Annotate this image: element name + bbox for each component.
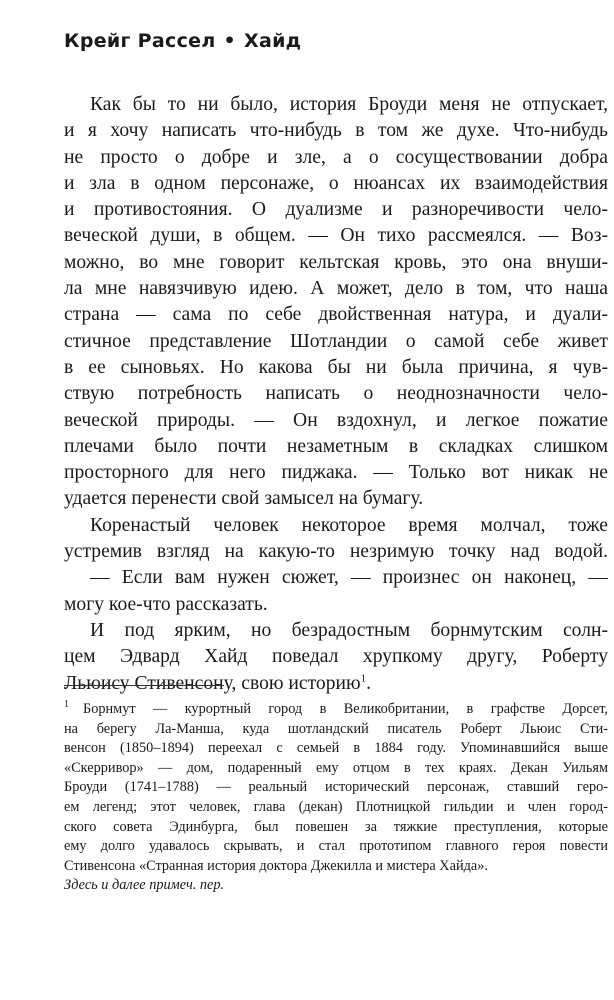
text-line: и противостояния. О дуализме и разноречивости чело-: [64, 199, 608, 221]
running-head-author: Крейг Рассел: [64, 30, 216, 52]
text-line: страна — сама по себе двойственная натура, и дуали-: [64, 304, 608, 326]
final-period: .: [366, 672, 372, 694]
footnote-line: ского совета Эдинбурга, был повешен за тяжкие преступления, которые: [64, 818, 608, 835]
footnote-line: «Скерривор» — дом, подаренный ему отцом в тех краях. Декан Уильям: [64, 759, 608, 776]
text-line: Как бы то ни было, история Броуди меня не отпускает,: [90, 94, 608, 115]
text-line-with-footnote-ref: [64, 671, 608, 697]
footnote-translator-note: Здесь и далее примеч. пер.: [64, 877, 225, 894]
text-line: плечами было почти незаметным в складках слишком: [64, 435, 608, 457]
footnote-line: ему долго удавалось скрывать, и стал прототипом главного героя повести: [64, 838, 608, 855]
text-line: не просто о добре и зле, а о сосуществовании добра: [64, 146, 608, 168]
text-line: веческой природы. — Он вздохнул, и легкое пожатие: [64, 409, 608, 431]
text-line: — Если вам нужен сюжет, — произнес он наконец, —: [90, 567, 608, 589]
text-line: ствую потребность написать о неоднозначности чело-: [64, 383, 608, 405]
footnote-line-text: Борнмут — курортный город в Великобритании, в графстве Дорсет,: [83, 701, 608, 717]
footnote-line: 1 Борнмут — курортный город в Великобритании, в графстве Дорсет,: [64, 699, 608, 717]
footnote: [64, 700, 608, 896]
footnote-line: Стивенсона «Странная история доктора Джекилла и мистера Хайда».: [64, 857, 488, 874]
footnote-reference[interactable]: 1: [360, 672, 367, 684]
text-line: удается перенести свой замысел на бумагу.: [64, 488, 424, 510]
text-line: стичное представление Шотландии о самой себе живет: [64, 330, 608, 352]
text-line: Коренастый человек некоторое время молчал, тоже: [90, 514, 608, 536]
text-line: и зла в одном персонаже, о нюансах их взаимодействия: [64, 172, 608, 194]
running-head: [64, 30, 301, 52]
text-line: в ее сыновьях. Но какова бы ни была причина, я чув-: [64, 356, 608, 378]
footnote-line: ем легенд; этот человек, глава (декан) Плотницкой гильдии и член город-: [64, 798, 608, 815]
main-text: [64, 92, 608, 697]
text-line: веческой души, в общем. — Он тихо рассмеялся. — Воз-: [64, 225, 608, 247]
footnote-line: венсон (1850–1894) переехал с семьей в 1884 году. Упоминавшийся выше: [64, 740, 608, 757]
footnote-line: на берегу Ла-Манша, куда шотландский писатель Роберт Льюис Сти-: [64, 720, 608, 737]
text-line: И под ярким, но безрадостным борнмутским солн-: [90, 619, 608, 641]
text-line: просторного для него пиджака. — Только вот никак не: [64, 462, 608, 484]
text-line: ла мне навязчивую идею. А может, дело в том, что наша: [64, 278, 608, 300]
text-line: могу кое-что рассказать.: [64, 593, 268, 615]
footnote-line: Броуди (1741–1788) — реальный исторический персонаж, ставший геро-: [64, 779, 608, 796]
text-line: можно, во мне говорит кельтская кровь, это она внуши-: [64, 251, 608, 273]
running-head-separator: •: [223, 30, 236, 52]
text-line: цем Эдвард Хайд поведал хрупкому другу, Роберту: [64, 646, 608, 668]
running-head-title: Хайд: [244, 30, 302, 52]
footnote-divider: [64, 685, 224, 686]
text-line: устремив взгляд на какую-то незримую точку над водой.: [64, 541, 608, 563]
text-line-content: Льюису Стивенсону, свою историю: [64, 672, 361, 694]
text-line: и я хочу написать что-нибудь в том же духе. Что-нибудь: [64, 120, 608, 142]
